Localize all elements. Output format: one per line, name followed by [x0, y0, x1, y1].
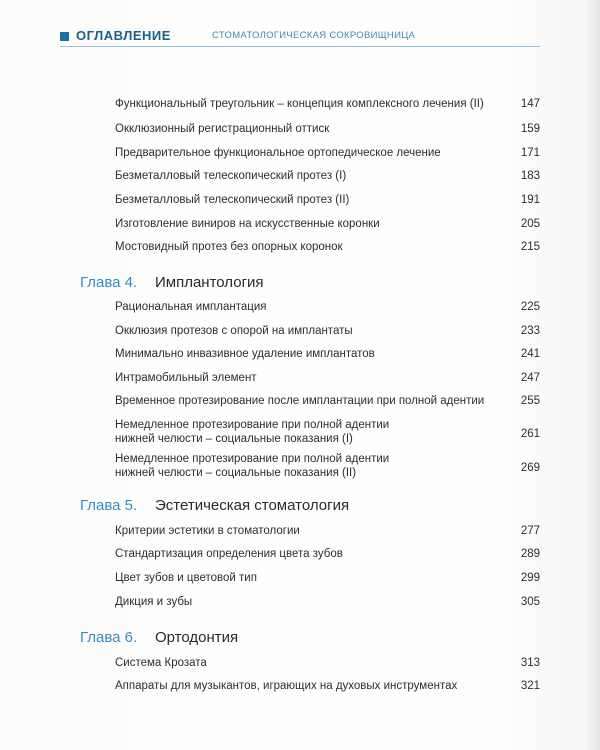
running-header [60, 26, 540, 48]
toc-entry-title: Предварительное функциональное ортопедическое лечение [115, 147, 441, 159]
toc-entry-title: Окклюзия протезов с опорой на имплантаты [115, 325, 353, 337]
toc-entry-title: Безметалловый телескопический протез (II) [115, 194, 350, 206]
toc-entry-page: 183 [520, 170, 540, 182]
toc-entry-page: 261 [520, 428, 540, 440]
toc-entry-title-line1: Немедленное протезирование при полной адентии [115, 453, 390, 465]
toc-entry-title: Изготовление виниров на искусственные коронки [115, 218, 380, 230]
toc-entry-title: Стандартизация определения цвета зубов [115, 548, 343, 560]
toc-entry-title: Мостовидный протез без опорных коронок [115, 241, 343, 253]
toc-entry-page: 255 [520, 395, 540, 407]
toc-entry-title: Цвет зубов и цветовой тип [115, 572, 257, 584]
toc-entry-page: 171 [520, 147, 540, 159]
toc-entry-title: Окклюзионный регистрационный оттиск [115, 123, 330, 135]
toc-entry-title: Функциональный треугольник – концепция комплексного лечения (II) [115, 98, 484, 110]
toc-entry-title-line2: нижней челюсти – социальные показания (I) [115, 433, 353, 445]
toc-entry-title [115, 418, 495, 446]
toc-entry-page: 215 [520, 241, 540, 253]
toc-entry-title [115, 452, 495, 480]
chapter-title: Эстетическая стоматология [155, 497, 350, 514]
header-rule [60, 46, 540, 47]
chapter-title: Имплантология [155, 274, 264, 291]
toc-entry-page: 289 [520, 548, 540, 560]
toc-entry-title-line1: Немедленное протезирование при полной адентии [115, 419, 390, 431]
chapter-label: Глава 5. [80, 497, 138, 514]
toc-entry-page: 159 [520, 123, 540, 135]
toc-entry-page: 305 [520, 596, 540, 608]
header-subtitle: СТОМАТОЛОГИЧЕСКАЯ СОКРОВИЩНИЦА [212, 30, 416, 41]
toc-entry-title: Аппараты для музыкантов, играющих на духовых инструментах [115, 680, 458, 692]
toc-entry-page: 205 [520, 218, 540, 230]
toc-entry-page: 299 [520, 572, 540, 584]
toc-entry-page: 241 [520, 348, 540, 360]
toc-entry-page: 225 [520, 301, 540, 313]
toc-entry-page: 191 [520, 194, 540, 206]
chapter-label: Глава 6. [80, 629, 138, 646]
toc-entry-page: 269 [520, 462, 540, 474]
header-title: ОГЛАВЛЕНИЕ [76, 28, 171, 43]
page-edge-shadow [586, 0, 600, 750]
toc-entry-title: Критерии эстетики в стоматологии [115, 525, 300, 537]
toc-entry-page: 277 [520, 525, 540, 537]
chapter-title: Ортодонтия [155, 629, 239, 646]
toc-entry-title-line2: нижней челюсти – социальные показания (II) [115, 467, 357, 479]
toc-entry-title: Дикция и зубы [115, 596, 193, 608]
toc-entry-title: Временное протезирование после имплантации при полной адентии [115, 395, 485, 407]
toc-entry-page: 313 [520, 657, 540, 669]
toc-entry-page: 147 [520, 98, 540, 110]
header-square-marker [60, 32, 69, 41]
toc-entry-title: Безметалловый телескопический протез (I) [115, 170, 347, 182]
toc-entry-title: Минимально инвазивное удаление имплантатов [115, 348, 375, 360]
toc-entry-page: 247 [520, 372, 540, 384]
toc-entry-title: Рациональная имплантация [115, 301, 267, 313]
toc-entry-page: 321 [520, 680, 540, 692]
chapter-label: Глава 4. [80, 274, 138, 291]
toc-entry-page: 233 [520, 325, 540, 337]
toc-entry-title: Система Крозата [115, 657, 207, 669]
toc-entry-title: Интрамобильный элемент [115, 372, 257, 384]
